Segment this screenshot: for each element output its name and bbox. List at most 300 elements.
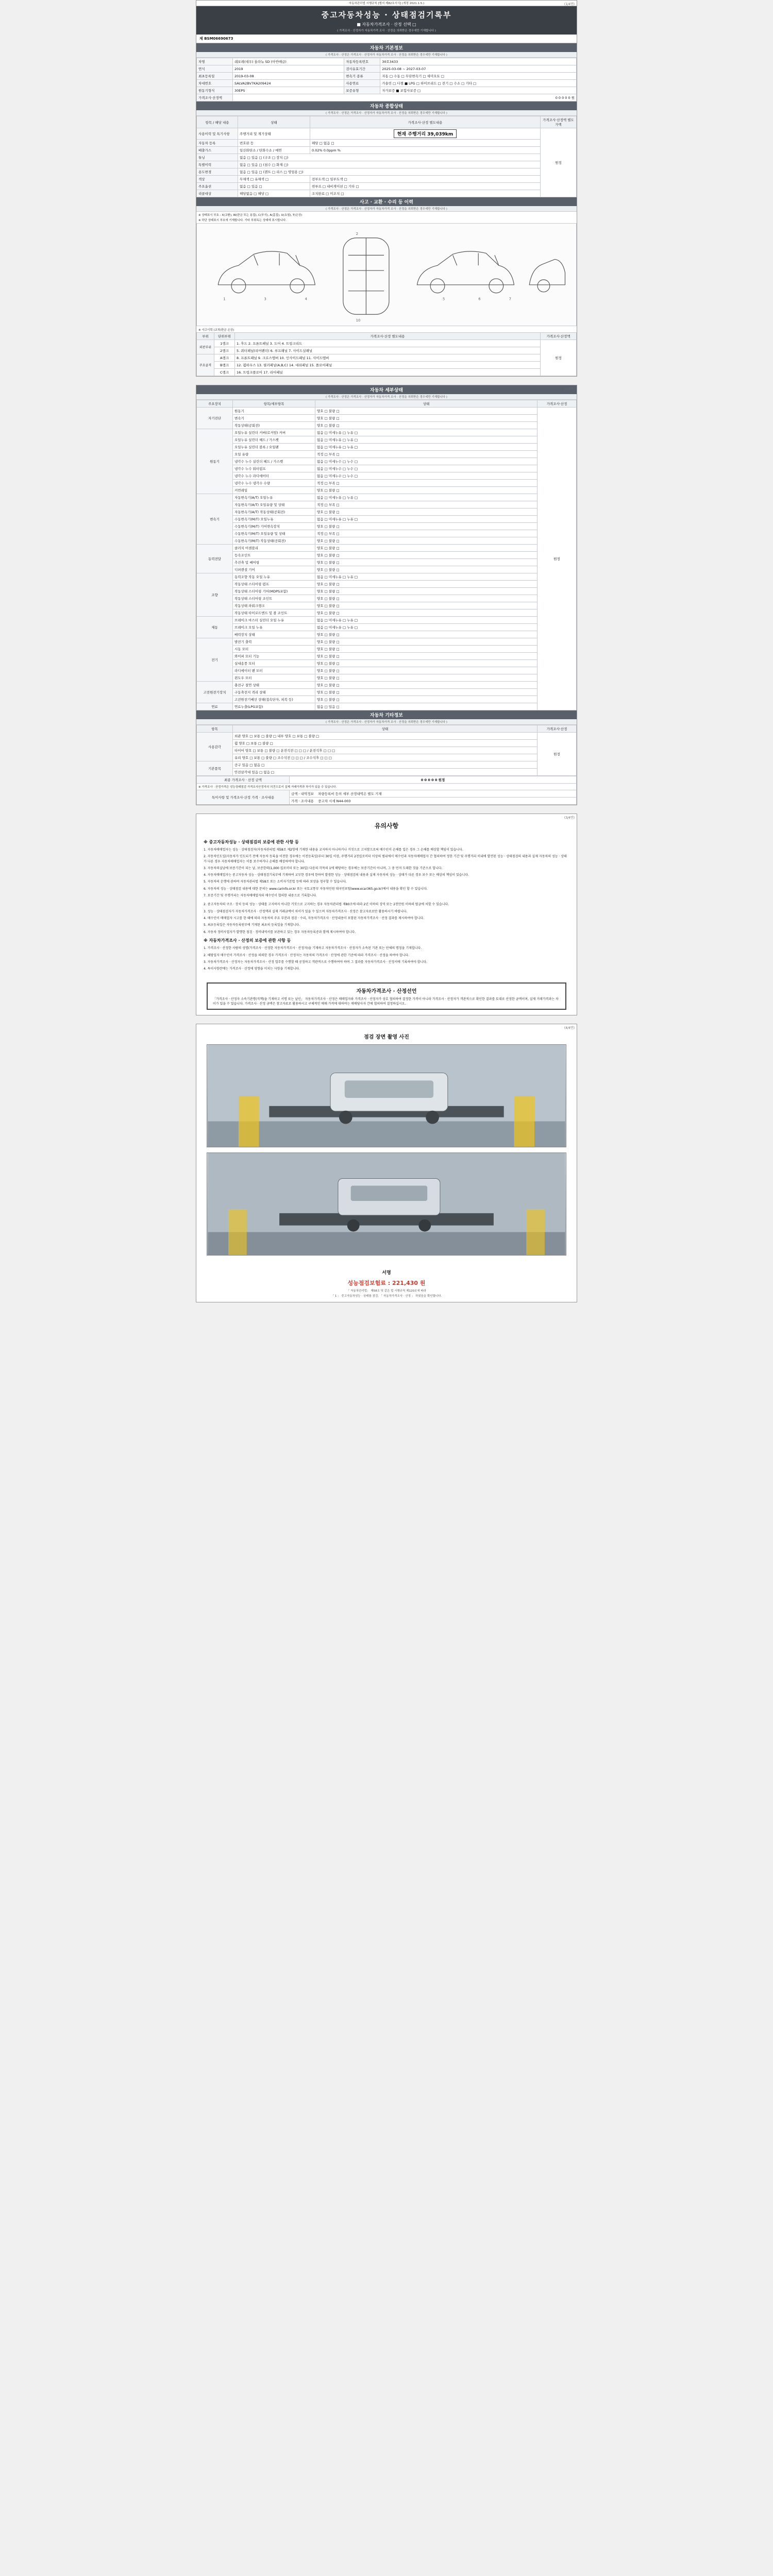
detail-item-label: 자동변속기(A/T) 오일유량 및 상태 — [233, 501, 315, 509]
detail-item-state[interactable]: 양호 □ 불량 □ — [315, 674, 537, 682]
overall-row-state-1: 해당 □ 없음 □ — [310, 140, 541, 147]
hist-part-outer: 외판부위 — [197, 340, 214, 354]
detail-group-1: 원동기 — [197, 429, 233, 494]
detail-item-state[interactable]: 양호 □ 불량 □ — [315, 595, 537, 602]
detail-item-label: 자동변속기(A/T) 작동상태(공회전) — [233, 509, 315, 516]
hist-rank-c: C랭크 — [214, 369, 235, 376]
overall-row-name-0: 사용이력 및 특기사항 — [197, 128, 238, 140]
detail-item-label: 발전기 출력 — [233, 638, 315, 646]
others-table — [196, 725, 577, 776]
detail-item-label: 냉각수 누수 실린더 헤드 / 가스켓 — [233, 458, 315, 465]
document-subnote: ( 가격조사 · 산정자가 자동차가격 조사 · 산정을 의뢰받은 경우에만 기재합니다 ) — [337, 29, 436, 32]
detail-item-state[interactable]: 적정 □ 부족 □ — [315, 480, 537, 487]
detail-item-state[interactable]: 없음 □ 미세누수 □ 누수 □ — [315, 472, 537, 480]
fee-label: 성능점검보험료 : — [347, 1280, 391, 1287]
section-detail-title: 자동차 세부상태 — [196, 385, 577, 394]
document-id: 제 BSM06690673 — [196, 35, 577, 43]
notice-item: 4. 특이사항란에는 가격조사 · 산정에 영향을 미치는 사항을 기재합니다. — [204, 967, 300, 971]
document-subtitle: ■ 자동차가격조사 · 산정 선택 □ — [357, 22, 416, 27]
hist-items-2: 5. 쿼터패널(리어펜더) 6. 루프패널 7. 사이드실패널 — [235, 347, 541, 354]
detail-item-state[interactable]: 양호 □ 불량 □ — [315, 696, 537, 703]
special-key-0: 금액 · 내역정보 — [291, 792, 314, 796]
detail-item-state[interactable]: 적정 □ 부족 □ — [315, 451, 537, 458]
others-head-price: 가격조사·산정 — [537, 725, 577, 733]
detail-item-state[interactable]: 양호 □ 불량 □ — [315, 408, 537, 415]
detail-group-6: 전기 — [197, 638, 233, 682]
basic-info-table — [196, 58, 577, 101]
sheet-2 — [196, 385, 577, 805]
sheet-1 — [196, 0, 577, 377]
section-accident-sub: ( 가격조사 · 산정은 가격조사 · 산정자가 자동차가격 조사 · 산정을 의뢰받은 경우에만 기재합니다 ) — [196, 206, 577, 212]
declaration-title: 자동차가격조사 · 산정선언 — [356, 989, 417, 995]
overall-row-content-6: 무채색 □ 유채색 □ — [238, 176, 310, 183]
detail-item-state[interactable]: 양호 □ 불량 □ — [315, 631, 537, 638]
detail-item-label: 작동상태(공회전) — [233, 422, 315, 429]
table-row — [197, 530, 577, 537]
detail-head-price: 가격조사·산정 — [537, 400, 577, 408]
hist-head-value: 가격조사·산정액 — [541, 333, 577, 340]
others-price-note: 원정 — [537, 733, 577, 776]
detail-group-7: 고전원전기장치 — [197, 682, 233, 703]
overall-table — [196, 116, 577, 197]
accident-history-label: ※ 사고이력 (교차/판금 손상) — [198, 329, 234, 332]
hist-part-frame: 주요골격 — [197, 354, 214, 376]
detail-item-state[interactable]: 없음 □ 미세누유 □ 누유 □ — [315, 516, 537, 523]
detail-item-state[interactable]: 양호 □ 불량 □ — [315, 581, 537, 588]
detail-item-state[interactable]: 양호 □ 불량 □ — [315, 537, 537, 545]
svg-text:7: 7 — [509, 297, 512, 301]
detail-item-label: 냉각수 누수 워터펌프 — [233, 465, 315, 472]
detail-price-note: 원정 — [537, 408, 577, 710]
detail-table-body — [197, 408, 577, 710]
table-row — [197, 769, 577, 776]
detail-item-label: 수동변속기(M/T) 오일누유 — [233, 516, 315, 523]
others-item[interactable]: 안전삼각대 있음 □ 없음 □ — [233, 769, 537, 776]
hist-value: 원정 — [541, 340, 577, 376]
detail-item-label: 작동상태 파워크랭크 — [233, 602, 315, 609]
table-row — [197, 602, 577, 609]
table-row — [197, 422, 577, 429]
detail-group-0: 자기진단 — [197, 408, 233, 429]
others-item[interactable]: 외관 양호 □ 보통 □ 불량 □ 내부 양호 □ 보통 □ 불량 □ — [233, 733, 537, 740]
photo-section — [196, 1024, 577, 1266]
table-row — [197, 682, 577, 689]
notice-head-1: ※ 중고자동차성능 · 상태점검의 보증에 관한 사항 등 — [204, 839, 299, 844]
table-row — [197, 494, 577, 501]
detail-item-label: 배력장치 상태 — [233, 631, 315, 638]
notice-item: 1. 가격조사 · 산정한 사람의 성명(가격조사 · 산정한 자동차가격조사 · 산정자)을 기재하고 자동차가격조사 · 산정자가 소속된 기관 또는 단체의 명칭을 기재합니다. — [204, 946, 422, 951]
detail-item-label: 오일누유 실린더 커버(로커암) 커버 — [233, 429, 315, 436]
detail-item-state[interactable]: 양호 □ 불량 □ — [315, 602, 537, 609]
detail-item-label: 시동 모터 — [233, 646, 315, 653]
vehicle-damage-diagram — [196, 223, 577, 326]
detail-item-label: 커먼레일 — [233, 487, 315, 494]
notice-item: 3. 성능 · 상태점검자가 자동차가격조사 · 산정액과 실제 거래금액이 차이가 있을 수 있으며 자동차가격조사 · 산정은 참고자료로만 활용하시기 바랍니다. — [204, 909, 408, 913]
overall-row-state-6: 전부도색 □ 일부도색 □ — [310, 176, 541, 183]
detail-item-label: 오일누유 실린더 헤드 / 가스켓 — [233, 436, 315, 444]
detail-item-label: 라디에이터 팬 모터 — [233, 667, 315, 674]
detail-item-state[interactable]: 양호 □ 불량 □ — [315, 638, 537, 646]
hist-items-a: 8. 프론트패널 9. 크로스멤버 10. 인사이드패널 11. 사이드멤버 — [235, 354, 541, 362]
basic-label-plate: 자동차등록번호 — [344, 58, 380, 65]
detail-group-8: 연료 — [197, 703, 233, 710]
detail-item-state[interactable]: 양호 □ 불량 □ — [315, 415, 537, 422]
inspection-fee — [196, 1277, 577, 1288]
table-row — [197, 458, 577, 465]
odometer-value: 현재 주행거리 39,039km — [394, 129, 457, 138]
special-label: 특이사항 및 가격조사·산정 가격 · 조사내용 — [197, 790, 290, 805]
detail-item-state[interactable]: 양호 □ 불량 □ — [315, 566, 537, 573]
basic-label-transmission: 변속기 종류 — [344, 73, 380, 80]
table-row — [197, 465, 577, 472]
detail-item-label: 냉각수 누수 라디에이터 — [233, 472, 315, 480]
hist-items-c: 16. 트렁크플로어 17. 리어패널 — [235, 369, 541, 376]
vehicle-diagram-svg — [197, 224, 576, 326]
detail-item-state[interactable]: 없음 □ 미세누수 □ 누수 □ — [315, 465, 537, 472]
table-row — [197, 689, 577, 696]
section-others-title: 자동차 기타정보 — [196, 710, 577, 719]
overall-head-note: 가격조사·산정 별도내용 — [310, 116, 541, 128]
detail-item-state[interactable]: 양호 □ 불량 □ — [315, 422, 537, 429]
section-accident-title: 사고 · 교환 · 수리 등 이력 — [196, 197, 577, 206]
notice-list-3 — [204, 946, 569, 971]
table-row — [197, 595, 577, 602]
others-item[interactable]: 타이어 양호 □ 보통 □ 불량 □ 운전석전 □ □ □ / 운전석후 □ □ □ — [233, 747, 537, 754]
detail-item-label: 등속조인트 — [233, 552, 315, 559]
sheet-4 — [196, 1024, 577, 1302]
notice-item: 5. 자동차의 운행에 관하여 자동차관리법 제58조 또는 소비자기본법 등에 따라 보상을 청구할 수 있습니다. — [204, 880, 347, 884]
overall-row-content-5: 없음 □ 있음 □ (렌트 □ 리스 □ 영업용 □) — [238, 168, 541, 176]
overall-row-name-2: 배출가스 — [197, 147, 238, 154]
basic-value-fuel: 가솔린 □ 디젤 ■ LPG □ 하이브리드 □ 전기 □ 수소 □ 기타 □ — [380, 80, 577, 87]
detail-item-label: 브레이크 오일 누유 — [233, 624, 315, 631]
notice-item: 3. 자동차의실남에 보증기간이 되는 날, 보증한력(1,000 킬로미터 또는 30일) 다음의 각목의 1에 해당하는 경우에는 보증기간이 아니며, 그 중 먼저 도래한 것을 기준으로 합니다. — [204, 866, 443, 870]
special-row-1 — [290, 798, 577, 805]
table-row — [197, 545, 577, 552]
hist-head-part: 부위 — [197, 333, 214, 340]
accident-legend-1: ※ 상태표시 부호 : X(교환), W(판금 또는 용접), C(부식), A(흠집), U(요철), T(손상) — [198, 214, 303, 217]
detail-item-state[interactable]: 적정 □ 부족 □ — [315, 501, 537, 509]
notice-item: 2. 중고자동차의 구조 · 장치 등의 성능 · 상태를 고지하지 아니한 거짓으로 고지하는 경우 자동차관리법 제80조에 따라 2년 이하의 징역 또는 2천만원 이하의 벌금에 처할 수 있습니다. — [204, 903, 449, 907]
detail-item-state[interactable]: 양호 □ 불량 □ — [315, 653, 537, 660]
page-mark-4: (4/4면) — [564, 1026, 575, 1030]
others-item[interactable]: 공구 있음 □ 없음 □ — [233, 761, 537, 769]
detail-group-5: 제동 — [197, 617, 233, 638]
hist-rank-b: B랭크 — [214, 362, 235, 369]
svg-text:10: 10 — [356, 318, 361, 323]
detail-item-label: 오일누유 실린더 블록 / 오일팬 — [233, 444, 315, 451]
basic-label-vin: 차대번호 — [197, 80, 233, 87]
hist-items-1: 1. 후드 2. 프론트패널 3. 도어 4. 트렁크리드 — [235, 340, 541, 347]
detail-item-state[interactable]: 양호 □ 불량 □ — [315, 552, 537, 559]
table-row — [197, 624, 577, 631]
basic-label-year: 연식 — [197, 65, 233, 73]
signature-label: 서명 — [382, 1270, 391, 1276]
notice-title: 유의사항 — [374, 822, 399, 829]
detail-head-state: 상태 — [315, 400, 537, 408]
basic-label-fuel: 사용연료 — [344, 80, 380, 87]
table-row — [197, 696, 577, 703]
others-item[interactable]: 유리 양호 □ 보통 □ 불량 □ 조수석전 □ □ □ / 조수석후 □ □ □ — [233, 754, 537, 761]
table-row — [197, 674, 577, 682]
table-row — [197, 408, 577, 415]
total-label: 최종 가격조사 · 산정 금액 — [197, 776, 290, 784]
detail-item-label: 자동변속기(A/T) 오일누유 — [233, 494, 315, 501]
page-mark-3: (3/4면) — [564, 816, 575, 820]
basic-value-transmission: 자동 □ 수동 □ 무단변속기 □ 세미오토 □ — [380, 73, 577, 80]
basic-value-engine: 30EPS — [233, 87, 344, 94]
detail-item-state[interactable]: 적정 □ 부족 □ — [315, 530, 537, 537]
valuation-declaration — [207, 982, 566, 1010]
detail-item-label: 디퍼렌셜 기어 — [233, 566, 315, 573]
basic-label-firstreg: 최초등록일 — [197, 73, 233, 80]
overall-head-val: 가격조사·산정액 별도가액 — [541, 116, 577, 128]
svg-text:2: 2 — [356, 231, 359, 236]
basic-value-year: 2019 — [233, 65, 344, 73]
table-row — [197, 501, 577, 509]
basic-label-inspection: 검사유효기간 — [344, 65, 380, 73]
overall-row-content-1: 번호판 등 — [238, 140, 310, 147]
basic-label-price: 가격조사·산정액 — [197, 94, 233, 101]
table-row — [197, 747, 577, 754]
table-row — [197, 573, 577, 581]
footer-line-1: 「 자동차관리법」 제58조 및 같은 법 시행규칙 제120조에 따라 — [346, 1290, 427, 1293]
detail-item-label: 동력조향 작동 오일 누유 — [233, 573, 315, 581]
detail-item-label: 수동변속기(M/T) 오일유량 및 상태 — [233, 530, 315, 537]
others-group-4: 기본품목 — [197, 761, 233, 776]
basic-value-inspection: 2025-03-08 ~ 2027-03-07 — [380, 65, 577, 73]
detail-item-label: 작동상태 타이로드엔드 및 볼 조인트 — [233, 609, 315, 617]
detail-item-label: 작동상태 스티어링 펌프 — [233, 581, 315, 588]
page-mark-2: (2/4면) — [564, 387, 575, 391]
others-item[interactable]: 휠 양호 □ 보통 □ 불량 □ — [233, 740, 537, 747]
detail-item-label: 수동변속기(M/T) 기어변속장치 — [233, 523, 315, 530]
footer-line-2: 「 1 」 중고자동차성능 · 상태를 점검, 「 자동차가격조사 · 산정 」 하였음을 확인합니다. — [331, 1295, 442, 1298]
total-price-table — [196, 776, 577, 805]
notice-section — [196, 814, 577, 977]
detail-item-state[interactable]: 없음 □ 미세누유 □ 누유 □ — [315, 617, 537, 624]
detail-item-state[interactable]: 없음 □ 미세누유 □ 누유 □ — [315, 444, 537, 451]
special-val-0: 차량등록비 등의 세부 산정내역은 별도 기재 — [318, 792, 382, 796]
table-row — [197, 487, 577, 494]
inspection-photo-rear — [207, 1153, 566, 1256]
detail-item-state[interactable]: 없음 □ 미세누유 □ 누유 □ — [315, 494, 537, 501]
table-row — [197, 609, 577, 617]
overall-row-name-5: 용도변경 — [197, 168, 238, 176]
overall-row-state-2: 0.02% 0.0ppm % — [310, 147, 541, 154]
detail-item-label: 오일 유량 — [233, 451, 315, 458]
declaration-body: 「가격조사 · 산정자 소속기관명(직책)을 기재하고 서명 또는 날인」 자동차가격조사 · 산정은 매매업자와 가격조사 · 산정자가 상호 협의하여 결정한 가격이 아니라 가격조사 · 산정자가 객관적으로 확인한 결과를 토대로 산정한 금액이며, 실제 거래가격과는 차이가 있을 수 있습니다. 가격조사 · 산정 금액은 참고자료로 활용하시고 구체적인 매매 가격에 대하여는 매매당사자 간에 협의하여 결정하십시오. — [213, 997, 559, 1006]
document-title: 중고자동차성능 · 상태점검기록부 — [321, 10, 452, 20]
detail-item-label: 충전구 절연 상태 — [233, 682, 315, 689]
detail-item-label: 작동상태 스티어링 기어(MDPS포함) — [233, 588, 315, 595]
photo-section-title: 점검 장면 촬영 사진 — [364, 1035, 409, 1041]
table-row — [197, 588, 577, 595]
overall-row-name-6: 색상 — [197, 176, 238, 183]
detail-item-label: 브레이크 마스터 실린더 오일 누유 — [233, 617, 315, 624]
overall-row-name-3: 튜닝 — [197, 154, 238, 161]
detail-item-state[interactable]: 양호 □ 불량 □ — [315, 682, 537, 689]
section-basic-title: 자동차 기본정보 — [196, 43, 577, 52]
overall-row-content-3: 없음 □ 있음 □ (구조 □ 장치 □) — [238, 154, 541, 161]
detail-item-state[interactable]: 양호 □ 불량 □ — [315, 646, 537, 653]
basic-label-warranty: 보증유형 — [344, 87, 380, 94]
detail-item-state[interactable]: 없음 □ 미세누유 □ 누유 □ — [315, 429, 537, 436]
notice-item: 6. 자동차의 성능 · 상태점검 내용에 대한 문의는 www.carinfo.or.kr 또는 국토교통부 자동차민원 대국민포털(www.ecar365.go.kr)에서 내용을 확인 할 수 있습니다. — [204, 887, 428, 891]
overall-row-content-2: 일산화탄소 / 탄화수소 / 매연 — [238, 147, 310, 154]
svg-text:4: 4 — [305, 297, 308, 301]
notice-item: 2. 해당일자 매수인이 가격조사 · 산정을 의뢰한 경우 가격조사 · 산정자는 자동차의 가격조사 · 산정에 관한 기준에 따라 가격조사 · 산정을 하여야 합니다. — [204, 953, 410, 957]
table-row — [197, 581, 577, 588]
detail-item-label: 구동축전지 격리 상태 — [233, 689, 315, 696]
notice-item: 1. 자동차매매업자는 성능 · 상태점검자(자동차관리법 제58조 제2항에 기재한 내용을 교지하지 아니하거나 거짓으로 고지함으로써 매수인이 손해를 입은 경우 그 손해를 배상할 책임이 있습니다. — [204, 848, 463, 852]
photo-rear-svg — [207, 1153, 566, 1255]
page-mark-1: (1/4면) — [564, 3, 575, 6]
others-group-0: 사용감각 — [197, 733, 233, 761]
hist-rank-a: A랭크 — [214, 354, 235, 362]
basic-value-vin: SALVA2BV7KA209424 — [233, 80, 344, 87]
section-detail-sub: ( 가격조사 · 산정은 가격조사 · 산정자가 자동차가격 조사 · 산정을 의뢰받은 경우에만 기재합니다 ) — [196, 394, 577, 400]
basic-value-warranty: 자가보증 ■ 보험사보증 □ — [380, 87, 577, 94]
section-basic-sub: ( 가격조사 · 산정은 가격조사 · 산정자가 자동차가격 조사 · 산정을 의뢰받은 경우에만 기재합니다 ) — [196, 52, 577, 58]
detail-item-label: 연료누출(LPG포함) — [233, 703, 315, 710]
detail-item-state[interactable]: 양호 □ 불량 □ — [315, 667, 537, 674]
hist-rank-1: 1랭크 — [214, 340, 235, 347]
detail-item-state[interactable]: 양호 □ 불량 □ — [315, 689, 537, 696]
overall-row-name-8: 리콜대상 — [197, 190, 238, 197]
overall-row-km — [310, 128, 541, 140]
photo-front-svg — [207, 1045, 566, 1147]
table-row — [197, 523, 577, 530]
basic-value-plate: 30호3433 — [380, 58, 577, 65]
overall-row-name-1: 자동차 등록 — [197, 140, 238, 147]
overall-row-content-8: 해당없음 □ 해당 □ — [238, 190, 310, 197]
detail-item-state[interactable]: 없음 □ 있음 □ — [315, 703, 537, 710]
section-overall-title: 자동차 종합상태 — [196, 101, 577, 110]
detail-item-state[interactable]: 없음 □ 미세누유 □ 누유 □ — [315, 624, 537, 631]
others-head-item: 항목 — [197, 725, 233, 733]
accident-legend-2: ※ 하단 상태표시 부호에 기재합니다. 기타 부위독는 상태에 표시합니다. — [198, 219, 287, 222]
notice-item: 2. 자동차인도일(자동차가 인도되기 전에 자동차 등록을 이전한 경우에는 이전등록일)부터 30일 이상, 주행거리 2천킬로미터 이상의 범위에서 매수인과 자동차매매업자 간 협의하여 정한 기간 및 주행거리 이내에 발견된 성능 · 상태점검의 내용과 실제 자동차의 성능 · 상태가 다른 경우 자동차매매업자는 이를 보수하거나 손해를 배상하여야 합니다. — [204, 855, 567, 863]
detail-item-state[interactable]: 없음 □ 미세누유 □ 누유 □ — [315, 573, 537, 581]
detail-item-state[interactable]: 양호 □ 불량 □ — [315, 509, 537, 516]
hist-head-items: 가격조사·산정 별도내용 — [235, 333, 541, 340]
svg-text:1: 1 — [223, 297, 226, 301]
detail-item-label: 클러치 어셈블리 — [233, 545, 315, 552]
table-row — [197, 566, 577, 573]
notice-item: 4. 자동차매매업자는 중고자동차 성능 · 상태점검기록부에 기재하여 교부한 경우에 한하여 발생한 성능 · 상태점검의 내용과 실제 자동차의 성능 · 상태가 다른 경우 보수 또는 배상의 책임이 있습니다. — [204, 873, 469, 877]
basic-value-firstreg: 2019-03-08 — [233, 73, 344, 80]
notice-item: 7. 보증기간 및 주행거리는 자동차매매업자와 매수인이 협의한 내용으로 기록합니다. — [204, 894, 317, 898]
overall-row-content-7: 없음 □ 있음 □ — [238, 183, 310, 190]
overall-row-state-8: 조치완료 □ 미조치 □ — [310, 190, 541, 197]
detail-item-state[interactable]: 양호 □ 불량 □ — [315, 660, 537, 667]
accident-history-table — [196, 332, 577, 376]
table-row — [197, 740, 577, 747]
table-row — [197, 444, 577, 451]
fee-value: 221,430 원 — [392, 1280, 426, 1287]
overall-row-state-7: 썬루프 □ 내비게이션 □ 기타 □ — [310, 183, 541, 190]
table-row — [197, 552, 577, 559]
table-row — [197, 472, 577, 480]
special-row-0 — [290, 790, 577, 798]
others-table-body — [197, 733, 577, 776]
basic-label-carname: 차명 — [197, 58, 233, 65]
detail-item-state[interactable]: 없음 □ 미세누유 □ 누유 □ — [315, 436, 537, 444]
table-row — [197, 733, 577, 740]
detail-item-label: 추진축 및 베어링 — [233, 559, 315, 566]
inspection-photo-front — [207, 1044, 566, 1147]
table-row — [197, 451, 577, 458]
detail-item-label: 수동변속기(M/T) 작동상태(공회전) — [233, 537, 315, 545]
table-row — [197, 631, 577, 638]
section-others-sub: ( 가격조사 · 산정은 가격조사 · 산정자가 자동차가격 조사 · 산정을 의뢰받은 경우에만 기재합니다 ) — [196, 719, 577, 725]
table-row — [197, 429, 577, 436]
table-row — [197, 415, 577, 422]
basic-label-engine: 원동기형식 — [197, 87, 233, 94]
table-row — [197, 436, 577, 444]
detail-item-state[interactable]: 양호 □ 불량 □ — [315, 588, 537, 595]
form-legal-note: 자동차관리법 시행규칙 [별지 제82호서식] (개정 2021.1.5.) — [196, 1, 577, 6]
overall-head-state: 상태 — [238, 116, 310, 128]
table-row — [197, 660, 577, 667]
overall-row-content-0: 주행거리 및 계기상태 — [238, 128, 310, 140]
detail-state-table — [196, 400, 577, 710]
notice-head-3: ※ 자동차가격조사 · 산정의 보증에 관한 사항 등 — [204, 938, 291, 943]
special-val-1: 중고차 시세 N44-003 — [318, 799, 351, 803]
others-head-state: 상태 — [233, 725, 537, 733]
notice-list-1 — [204, 848, 569, 898]
notice-item: 5. 최초등록일은 자동차등록원부에 기재된 최초의 등록일을 기재합니다. — [204, 923, 300, 927]
overall-row-content-4: 없음 □ 있음 □ (침수 □ 화재 □) — [238, 161, 541, 168]
table-row — [197, 509, 577, 516]
detail-item-label: 작동상태 스티어링 조인트 — [233, 595, 315, 602]
notice-item: 3. 자동차가격조사 · 산정자는 자동차가격조사 · 산정 업무를 수행할 때 공정하고 객관적으로 수행하여야 하며 그 결과를 자동차가격조사 · 산정서에 기록하여야 합니다. — [204, 960, 428, 964]
table-row — [197, 516, 577, 523]
section-overall-sub: ( 가격조사 · 산정은 가격조사 · 산정자가 자동차가격 조사 · 산정을 의뢰받은 경우에만 기재합니다 ) — [196, 110, 577, 116]
table-row — [197, 761, 577, 769]
table-row — [197, 617, 577, 624]
detail-item-state[interactable]: 양호 □ 불량 □ — [315, 487, 537, 494]
overall-row-name-7: 주요옵션 — [197, 183, 238, 190]
table-row — [197, 653, 577, 660]
detail-item-label: 윈도우 모터 — [233, 674, 315, 682]
overall-price-note: 원정 — [541, 128, 577, 197]
detail-group-4: 조향 — [197, 573, 233, 617]
hist-items-b: 12. 휠하우스 13. 필러패널(A,B,C) 14. 대쉬패널 15. 플로어패널 — [235, 362, 541, 369]
detail-item-state[interactable]: 양호 □ 불량 □ — [315, 523, 537, 530]
table-row — [197, 480, 577, 487]
detail-head-item: 항목/세부항목 — [233, 400, 315, 408]
detail-item-label: 와이퍼 모터 기능 — [233, 653, 315, 660]
table-row — [197, 646, 577, 653]
detail-head-group: 주요장치 — [197, 400, 233, 408]
notice-list-2 — [204, 902, 569, 934]
svg-text:3: 3 — [264, 297, 266, 301]
table-row — [197, 703, 577, 710]
notice-item: 6. 자동차 정비사업자가 발행한 점검 · 정비내역서를 보관하고 있는 경우 자동차등록증과 함께 제시하여야 합니다. — [204, 930, 356, 934]
detail-item-state[interactable]: 양호 □ 불량 □ — [315, 545, 537, 552]
sheet-3 — [196, 814, 577, 1015]
table-row — [197, 537, 577, 545]
detail-item-label: 변속기 — [233, 415, 315, 422]
detail-item-state[interactable]: 양호 □ 불량 □ — [315, 559, 537, 566]
table-row — [197, 754, 577, 761]
detail-item-state[interactable]: 양호 □ 불량 □ — [315, 609, 537, 617]
table-row — [197, 667, 577, 674]
total-value: 0 0 0 0 0 원정 — [290, 776, 577, 784]
detail-item-state[interactable]: 없음 □ 미세누수 □ 누수 □ — [315, 458, 537, 465]
